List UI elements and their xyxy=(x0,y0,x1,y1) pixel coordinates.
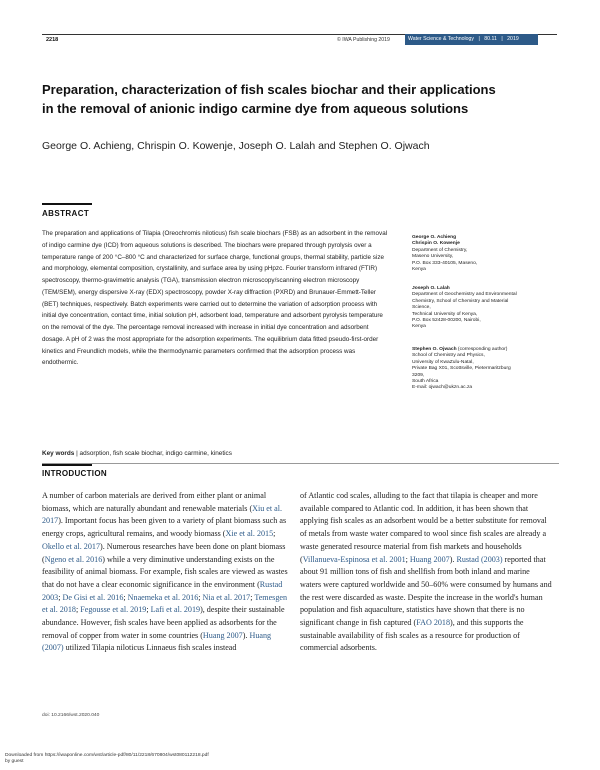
citation-link[interactable]: Huang (2007) xyxy=(42,630,272,653)
doi: doi: 10.2166/wst.2020.040 xyxy=(42,713,100,718)
citation-link[interactable]: Rustad 2003 xyxy=(42,579,283,602)
citation-link[interactable]: Rustad (2003) xyxy=(456,554,503,564)
intro-text: utilized Tilapia niloticus Linnaeus fish scales instead xyxy=(63,643,237,653)
intro-text: ). Important focus has been given to a variety of plant biomass such as energy crops, agricultural remains, and woody biomass ( xyxy=(42,516,287,539)
journal-name: Water Science & Technology xyxy=(408,36,475,42)
keywords: Key words | adsorption, fish scale biochar, indigo carmine, kinetics xyxy=(42,450,232,457)
intro-text: A number of carbon materials are derived from either plant or animal biomass, which are naturally abundant and renewable materials ( xyxy=(42,491,267,513)
citation-link[interactable]: FAO 2018 xyxy=(416,618,451,628)
keywords-label: Key words xyxy=(42,450,75,457)
affiliation-1 xyxy=(412,235,552,273)
section-divider xyxy=(42,463,559,464)
intro-text: ) while a very diminutive understanding exists on the feasibility of animal biomass. For example, fish scales are viewed as wastes that do not have a clear economic significance in the environment ( xyxy=(42,554,288,589)
citation-link[interactable]: De Gisi et al. 2016 xyxy=(62,592,124,602)
intro-rule xyxy=(42,464,92,466)
affiliation-names: Joseph O. Lalah xyxy=(412,286,450,291)
intro-text: ), despite their sustainable abundance. However, fish scales have been applied as adsorbents for the removal of copper from water in some countries ( xyxy=(42,605,285,640)
affiliation-3 xyxy=(412,347,552,392)
citation-link[interactable]: Ngeno et al. 2016 xyxy=(44,554,103,564)
affiliation-address: Department of Chemistry, Maseno University, P.O. Box 333-40105, Maseno, Kenya xyxy=(412,247,478,273)
citation-link[interactable]: Fegousse et al. 2019 xyxy=(80,605,147,615)
citation-link[interactable]: Lafi et al. 2019 xyxy=(150,605,201,615)
intro-text: ). xyxy=(449,554,457,564)
introduction-heading: INTRODUCTION xyxy=(42,469,107,478)
keywords-list: adsorption, fish scale biochar, indigo carmine, kinetics xyxy=(79,450,232,457)
intro-text: ; xyxy=(58,592,63,602)
publisher-line: © IWA Publishing 2019 xyxy=(337,37,390,43)
intro-text: ; xyxy=(250,592,255,602)
intro-column-right xyxy=(300,490,552,655)
citation-link[interactable]: Xie et al. 2015 xyxy=(225,529,274,539)
journal-volume: 80.11 xyxy=(484,36,497,42)
citation-link[interactable]: Nnaemeka et al. 2016 xyxy=(127,592,199,602)
affiliation-address: Department of Geochemistry and Environmental Chemistry, School of Chemistry and Material Science, Technical University of Kenya, P.O. Box 52428-00200, Nairobi, Kenya xyxy=(412,292,517,330)
citation-link[interactable]: Huang 2007 xyxy=(202,630,243,640)
intro-text: ), and this supports the sustainable availability of fish scales as a resource for production of commercial adsorbents. xyxy=(300,618,524,653)
abstract-rule xyxy=(42,203,92,205)
journal-bar: Water Science & Technology | 80.11 | 2019 xyxy=(405,34,538,45)
intro-text: of Atlantic cod scales, alluding to the fact that tilapia is cheaper and more available compared to Atlantic cod. In addition, it has been shown that applying fish scales as an adsorbent would be a better substitute for removal of metals from waste water compared to wool since fish scales are already a waste generated resource material from fish markets and households ( xyxy=(300,491,547,564)
citation-link[interactable]: Okello et al. 2017 xyxy=(42,541,100,551)
intro-text: ; xyxy=(146,605,151,615)
affiliation-names: Stephen O. Ojwach xyxy=(412,347,457,352)
abstract-text: The preparation and applications of Tilapia (Oreochromis niloticus) fish scale biochars (FSB) as an adsorbent in the removal of indigo carmine dye (ICD) from aqueous solutions is described. The biochars were prepared through pyrolysis over a temperature range of 200 °C–800 °C and characterized for surface charge, functional groups, thermal stability, particle size and morphology, elemental composition, crystallinity, and surface area by using pHpzc. Fourier transform infrared (FTIR) spectroscopy, thermo-gravimetric analysis (TGA), transmission electron microscopy/scanning electron microscopy (TEM/SEM), energy dispersive X-ray (EDX) spectroscopy, powder X-ray diffraction (PXRD) and Brunauer-Emmett-Teller (BET) techniques, respectively. Batch experiments were carried out to determine the variation of adsorption process with initial dye concentration, contact time, initial solution pH, adsorbent load, temperature and adsorbent pyrolysis temperature on the removal of the dye. The percentage removal increased with increase in initial dye concentration and adsorbent dosage. A pH of 2 was the most appropriate for the adsorption experiments. The equilibrium data fitted pseudo-first-order kinetics and Freundlich models, while the thermodynamic parameters confirmed that the adsorption process was endothermic. xyxy=(42,230,388,367)
page-number: 2218 xyxy=(46,37,59,43)
intro-text: ). xyxy=(242,630,250,640)
intro-text: ; xyxy=(273,529,276,539)
citation-link[interactable]: Villanueva-Espinosa et al. 2001 xyxy=(302,554,406,564)
author-list: George O. Achieng, Chrispin O. Kowenje, Joseph O. Lalah and Stephen O. Ojwach xyxy=(42,140,430,152)
download-footer: Downloaded from https://iwaponline.com/wst/article-pdf/80/11/2218/670804/wst080112218.pdf by guest xyxy=(5,753,209,764)
intro-text: ). Numerous researches have been done on plant biomass ( xyxy=(42,541,286,564)
intro-text: ; xyxy=(198,592,203,602)
intro-text: ; xyxy=(123,592,128,602)
citation-link[interactable]: Huang 2007 xyxy=(409,554,450,564)
citation-link[interactable]: Xiu et al. 2017 xyxy=(42,503,283,526)
affiliation-address: (corresponding author) School of Chemistry and Physics, University of KwaZulu-Natal, Private Bag X01, Scottsville, Pietermaritzburg 3209, South Africa E-mail: ojwach@ukzn.ac.za xyxy=(412,347,511,391)
intro-text: ; xyxy=(405,554,410,564)
intro-text: reported that about 91 million tons of fish and shellfish from both inland and marine waters were captured worldwide and 50–60% were consumed by humans and the rest were discarded as waste. Despite the increase in the world's human population and fish aquaculture, statistics have shown that there is no significant change in fish captured ( xyxy=(300,554,552,628)
citation-link[interactable]: Nia et al. 2017 xyxy=(202,592,251,602)
abstract-heading: ABSTRACT xyxy=(42,209,90,218)
affiliation-2 xyxy=(412,286,552,331)
affiliation-names: George O. Achieng Chrispin O. Kowenje xyxy=(412,235,460,247)
intro-text: ; xyxy=(75,605,81,615)
citation-link[interactable]: Temesgen et al. 2018 xyxy=(42,592,288,615)
journal-year: 2019 xyxy=(507,36,519,42)
paper-title: Preparation, characterization of fish scales biochar and their applications in the removal of anionic indigo carmine dye from aqueous solutions xyxy=(42,82,496,116)
intro-column-left xyxy=(42,490,294,655)
